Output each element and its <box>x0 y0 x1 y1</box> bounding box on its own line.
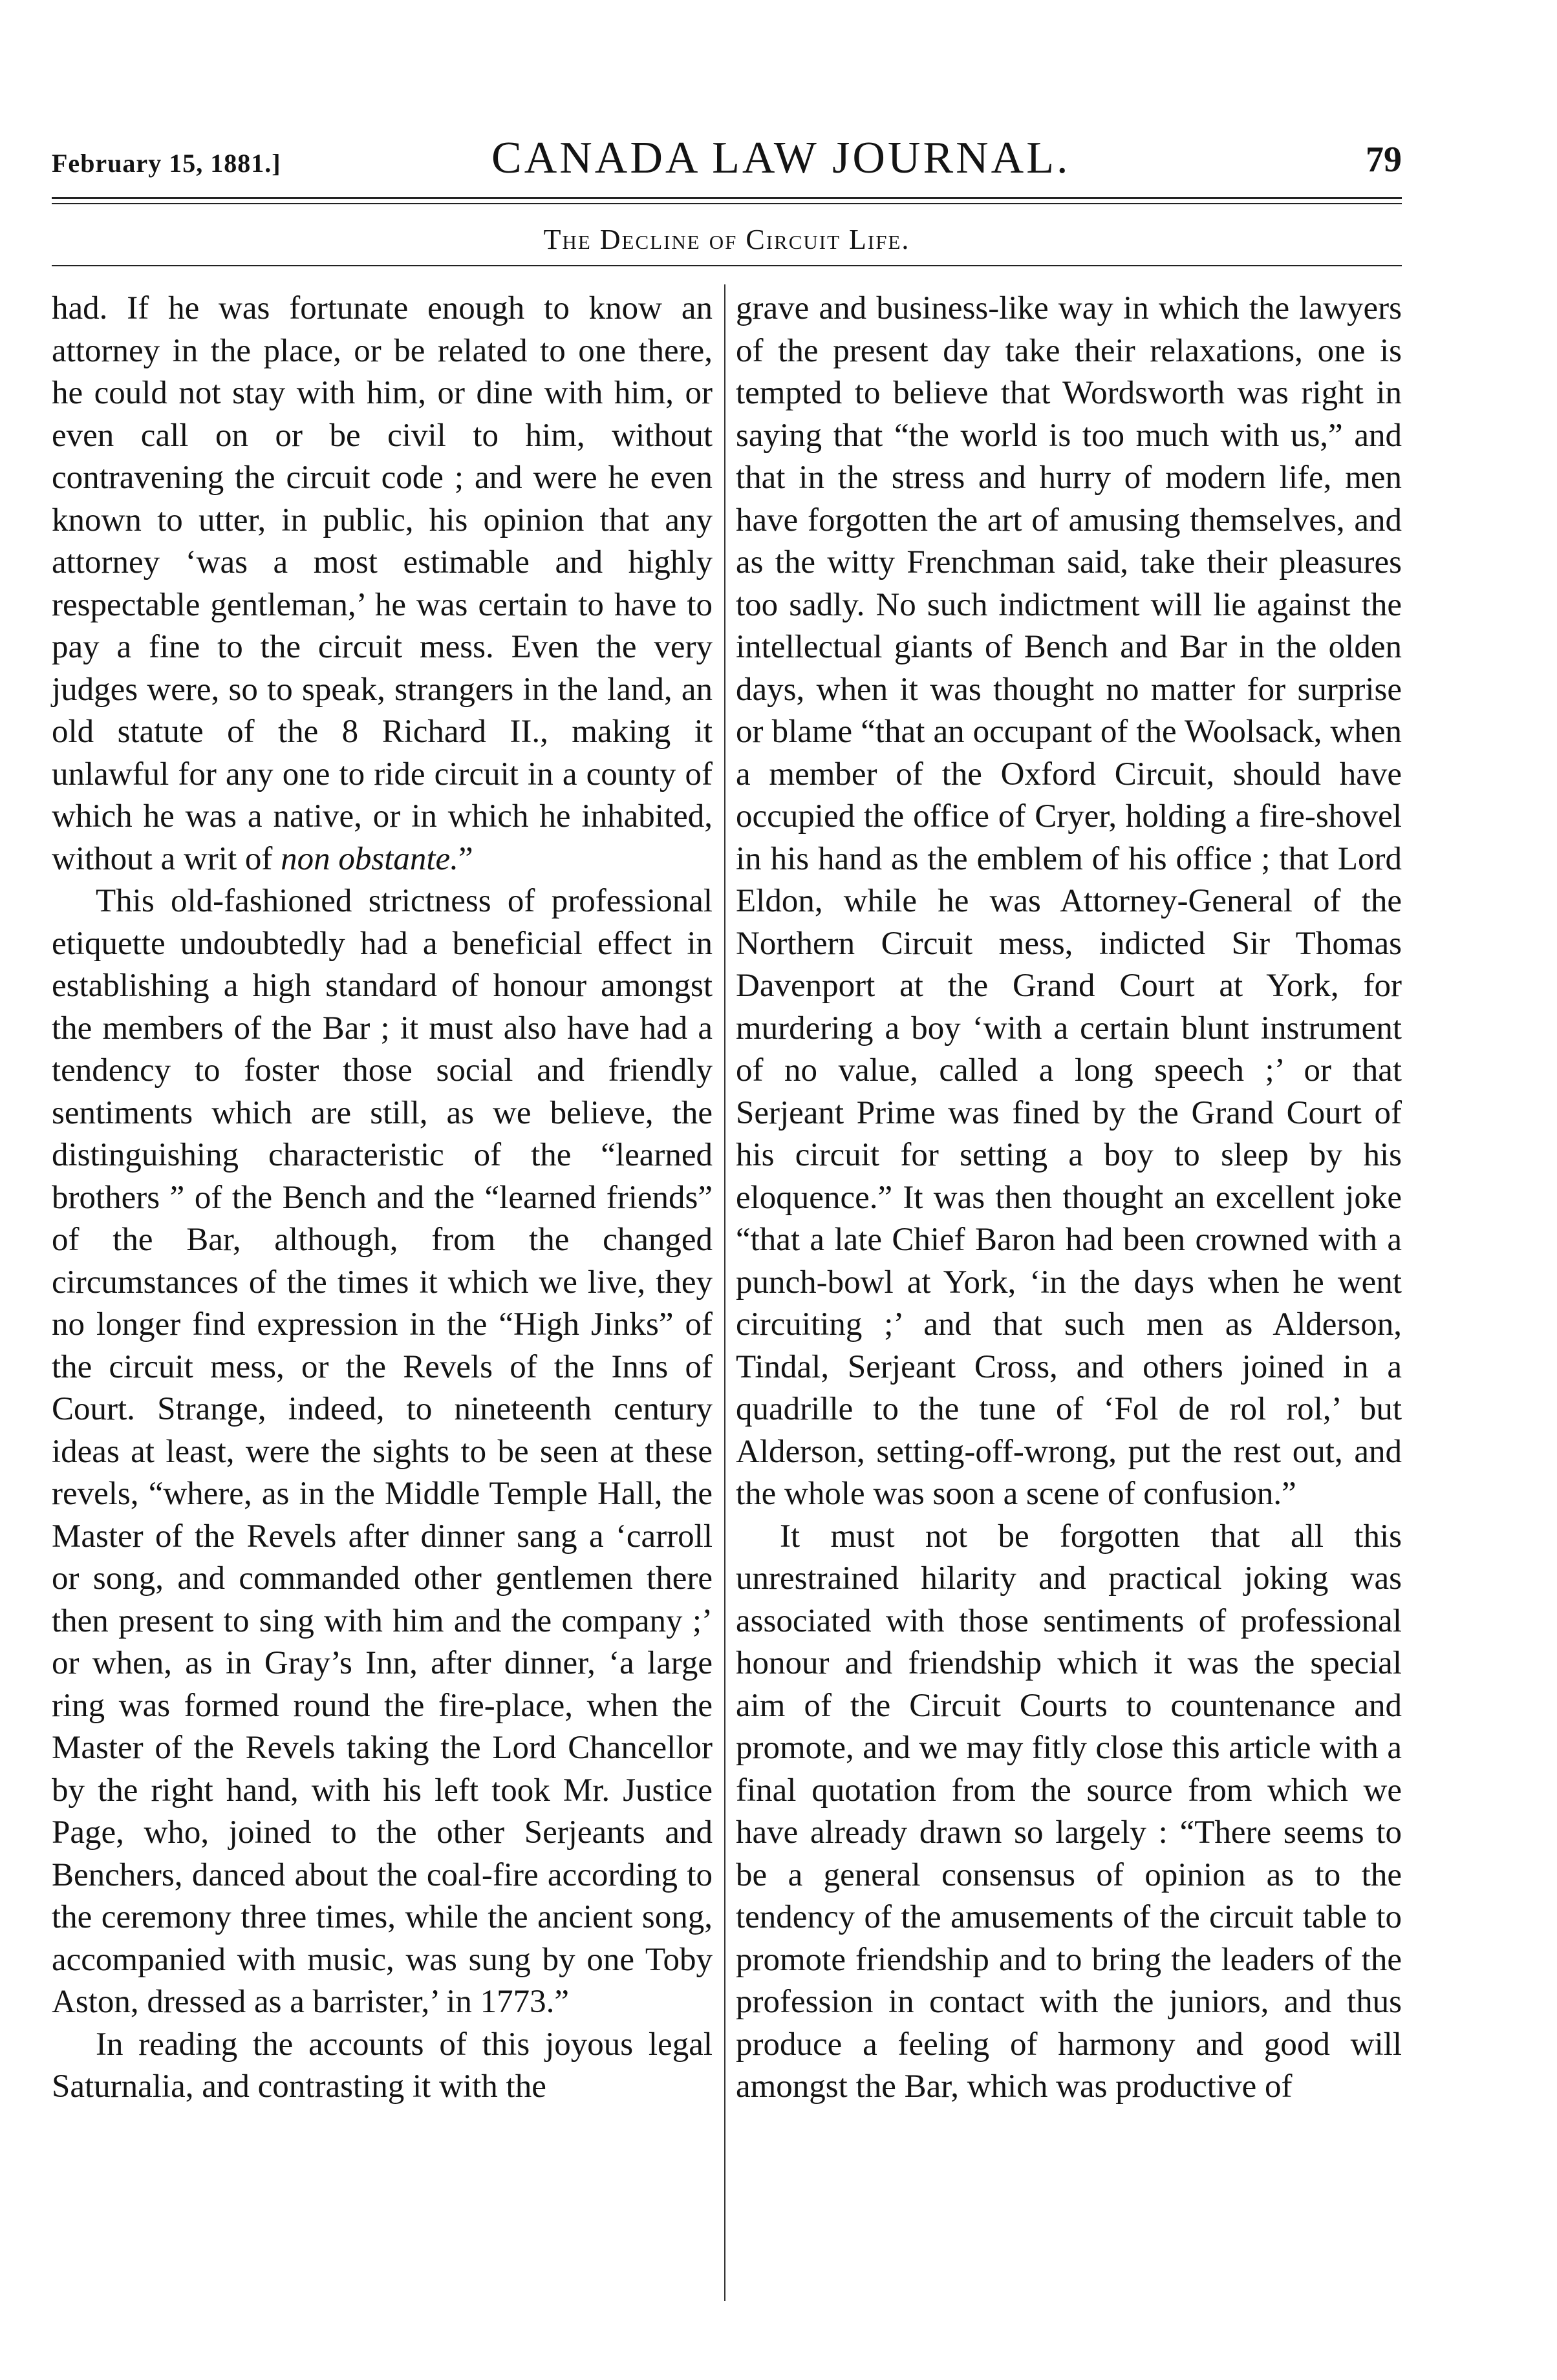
right-column <box>736 288 1402 2109</box>
left-column <box>52 288 713 2109</box>
header-rule-top <box>52 197 1402 199</box>
closing-quote: ” <box>458 840 473 877</box>
page-number: 79 <box>1366 140 1402 180</box>
left-paragraph-3: In reading the accounts of this joyous legal Saturnalia, and contrasting it with the <box>52 2026 713 2105</box>
header-rule-bottom <box>52 203 1402 204</box>
left-paragraph-1-text: had. If he was fortunate enough to know an attorney in the place, or be related to one there, he could not stay with him, or dine with him, or even call on or be civil to him, without contravening the circuit code ; and were he even known to utter, in public, his opinion that any attorney ‘was a most estimable and highly respectable gentleman,’ he was certain to have to pay a fine to the circuit mess. Even the very judges were, so to speak, strangers in the land, an old statute of the 8 Richard II., making it unlawful for any one to ride circuit in a county of which he was a native, or in which he inhabited, without a writ of <box>52 290 713 877</box>
right-paragraph-1: grave and business-like way in which the lawyers of the present day take their relaxations, one is tempted to believe that Wordsworth was right in saying that “the world is too much with us,” and that in the stress and hurry of modern life, men have forgotten the art of amusing themselves, and as the witty Frenchman said, take their pleasures too sadly. No such indictment will lie against the intellectual giants of Bench and Bar in the olden days, when it was thought no matter for surprise or blame “that an occupant of the Woolsack, when a member of the Oxford Circuit, should have occupied the office of Cryer, holding a fire-shovel in his hand as the emblem of his office ; that Lord Eldon, while he was Attorney-General of the Northern Circuit mess, indicted Sir Thomas Davenport at the Grand Court at York, for murdering a boy ‘with a certain blunt instrument of no value, called a long speech ;’ or that Serjeant Prime was fined by the Grand Court of his circuit for setting a boy to sleep by his eloquence.” It was then thought an excellent joke “that a late Chief Baron had been crowned with a punch-bowl at York, ‘in the days when he went circuiting ;’ and that such men as Alderson, Tindal, Serjeant Cross, and others joined in a quadrille to the tune of ‘Fol de rol rol,’ but Alderson, setting-off-wrong, put the rest out, and the whole was soon a scene of confusion.” <box>736 290 1402 1512</box>
latin-phrase: non obstante. <box>281 840 458 877</box>
left-paragraph-1 <box>52 288 713 880</box>
right-paragraph-2: It must not be forgotten that all this unrestrained hilarity and practical joking was associated with those sentiments of professional honour and friendship which it was the special aim of the Circuit Courts to countenance and promote, and we may fitly close this article with a final quotation from the source from which we have already drawn so largely : “There seems to be a general consensus of opinion as to the tendency of the amusements of the circuit table to promote friendship and to bring the leaders of the profession in contact with the juniors, and thus produce a feeling of harmony and good will amongst the Bar, which was productive of <box>736 1518 1402 2105</box>
page-header <box>52 133 1402 184</box>
title-rule <box>52 265 1402 266</box>
column-divider <box>724 284 725 2301</box>
article-title: The Decline of Circuit Life. <box>543 224 910 255</box>
journal-title: CANADA LAW JOURNAL. <box>491 133 1071 183</box>
left-paragraph-2: This old-fashioned strictness of professional etiquette undoubtedly had a beneficial effect in establishing a high standard of honour amongst the members of the Bar ; it must also have had a tendency to foster those social and friendly sentiments which are still, as we believe, the distinguishing characteristic of the “learned brothers ” of the Bench and the “learned friends” of the Bar, although, from the changed circumstances of the times it which we live, they no longer find expression in the “High Jinks” of the circuit mess, or the Revels of the Inns of Court. Strange, indeed, to nineteenth century ideas at least, were the sights to be seen at these revels, “where, as in the Middle Temple Hall, the Master of the Revels after dinner sang a ‘carroll or song, and commanded other gentlemen there then present to sing with him and the company ;’ or when, as in Gray’s Inn, after dinner, ‘a large ring was formed round the fire-place, when the Master of the Revels taking the Lord Chancellor by the right hand, with his left took Mr. Justice Page, who, joined to the other Serjeants and Benchers, danced about the coal-fire according to the ceremony three times, while the ancient song, accompanied with music, was sung by one Toby Aston, dressed as a barrister,’ in 1773.” <box>52 883 713 2020</box>
issue-date: February 15, 1881.] <box>52 149 281 178</box>
